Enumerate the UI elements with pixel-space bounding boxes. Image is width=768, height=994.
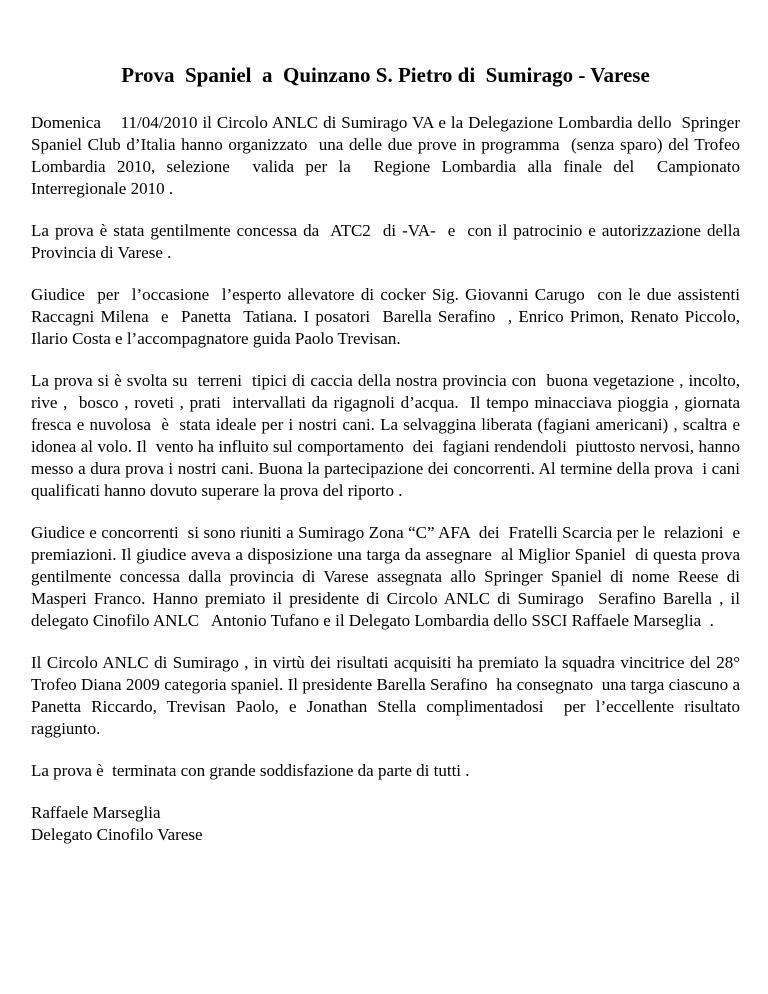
signature-block: [31, 802, 740, 846]
signature-role: Delegato Cinofilo Varese: [31, 825, 203, 844]
document-title: Prova Spaniel a Quinzano S. Pietro di Sumirago - Varese: [121, 63, 650, 87]
paragraph-judges: Giudice per l’occasione l’esperto allevatore di cocker Sig. Giovanni Carugo con le due assistenti Raccagni Milena e Panetta Tatiana. I posatori Barella Serafino , Enrico Primon, Renato Piccolo, Ilario Costa e l’accompagnatore guida Paolo Trevisan.: [31, 285, 749, 348]
paragraph-team-prize: Il Circolo ANLC di Sumirago , in virtù dei risultati acquisiti ha premiato la squadra vincitrice del 28° Trofeo Diana 2009 categoria spaniel. Il presidente Barella Serafino ha consegnato una targa ciascuno a Panetta Riccardo, Trevisan Paolo, e Jonathan Stella complimentadosi per l’eccellente risultato raggiunto.: [31, 653, 749, 738]
paragraph-closing: La prova è terminata con grande soddisfazione da parte di tutti .: [31, 761, 470, 780]
signature-name: Raffaele Marseglia: [31, 803, 161, 822]
paragraph-event-intro: Domenica 11/04/2010 il Circolo ANLC di Sumirago VA e la Delegazione Lombardia dello Springer Spaniel Club d’Italia hanno organizzato una delle due prove in programma (senza sparo) del Trofeo Lombardia 2010, selezione valida per la Regione Lombardia alla finale del Campionato Interregionale 2010 .: [31, 113, 749, 198]
paragraph-concession: La prova è stata gentilmente concessa da ATC2 di -VA- e con il patrocinio e autorizzazione della Provincia di Varese .: [31, 221, 749, 262]
paragraph-terrain: La prova si è svolta su terreni tipici di caccia della nostra provincia con buona vegetazione , incolto, rive , bosco , roveti , prati intervallati da rigagnoli d’acqua. Il tempo minacciava pioggia , giornata fresca e nuvolosa è stata ideale per i nostri cani. La selvaggina liberata (fagiani americani) , scaltra e idonea al volo. Il vento ha influito sul comportamento dei fagiani rendendoli piuttosto nervosi, hanno messo a dura prova i nostri cani. Buona la partecipazione dei concorrenti. Al termine della prova i cani qualificati hanno dovuto superare la prova del riporto .: [31, 371, 745, 500]
paragraph-awards: Giudice e concorrenti si sono riuniti a Sumirago Zona “C” AFA dei Fratelli Scarcia per le relazioni e premiazioni. Il giudice aveva a disposizione una targa da assegnare al Miglior Spaniel di questa prova gentilmente concessa dalla provincia di Varese assegnata allo Springer Spaniel di nome Reese di Masperi Franco. Hanno premiato il presidente di Circolo ANLC di Sumirago Serafino Barella , il delegato Cinofilo ANLC Antonio Tufano e il Delegato Lombardia dello SSCI Raffaele Marseglia .: [31, 523, 749, 630]
